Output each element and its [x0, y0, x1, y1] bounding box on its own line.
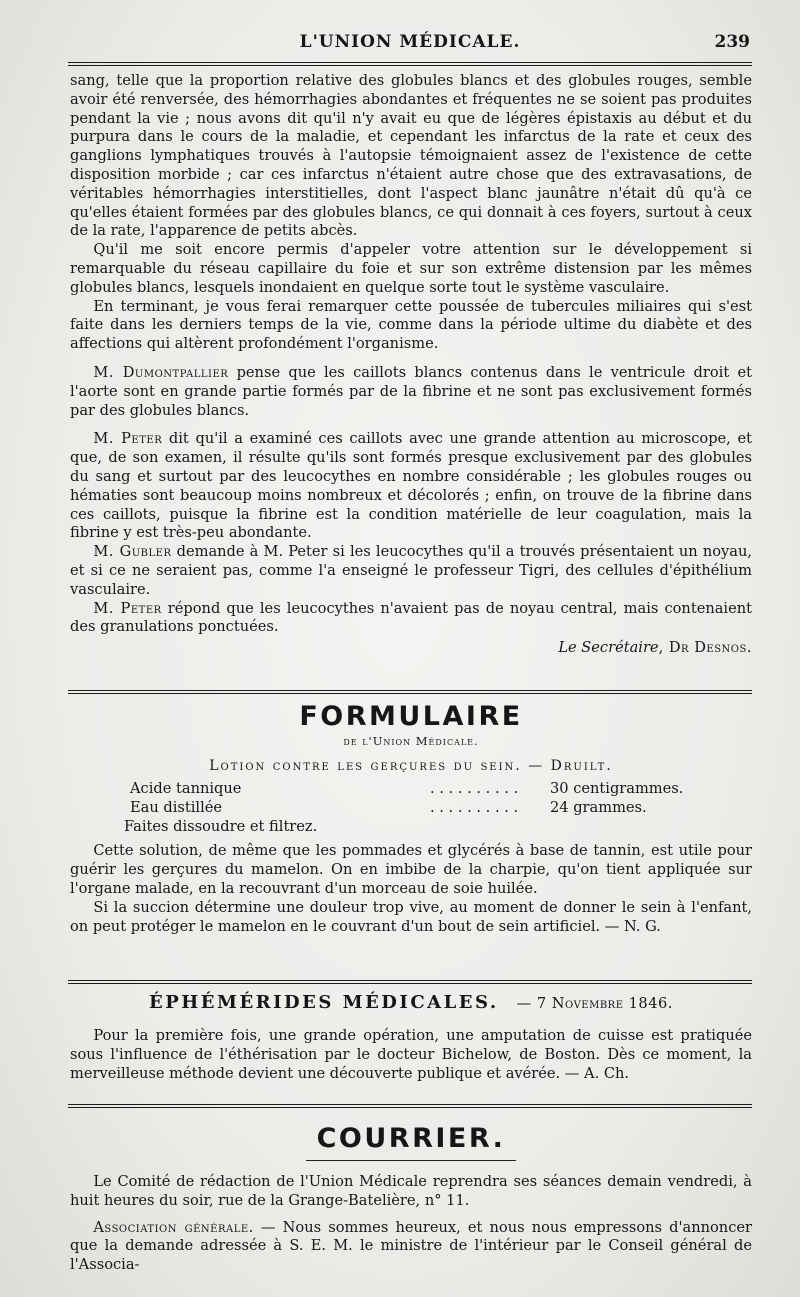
ingredient-quantity: 24 grammes. [550, 798, 647, 816]
discussion-text: pense que les caillots blancs contenus dans le ventricule droit et l'aorte sont en grande partie formés par de la fibrine et ne sont pas exclusivement formés par des globules blancs. [70, 363, 752, 419]
ephemerides-title: ÉPHÉMÉRIDES MÉDICALES. [149, 992, 499, 1013]
discussion-text: demande à M. Peter si les leucocythes qu'il a trouvés présentaient un noyau, et si ce ne seraient pas, comme l'a enseigné le professeur Tigri, des cellules d'épithélium vasculaire. [70, 543, 753, 598]
running-title: L'UNION MÉDICALE. [299, 32, 521, 52]
association-label: Association générale. [93, 1218, 254, 1236]
page-number: 239 [714, 32, 750, 52]
formulaire-text-succion: Si la succion détermine une douleur trop vive, au moment de donner le sein à l'enfant, on peut protéger le mamelon en le couvrant d'un bout de sein artificiel. — N. G. [70, 898, 752, 935]
discussion-peter-reply [70, 600, 752, 638]
page-body [70, 72, 752, 658]
recipe-instruction: Faites dissoudre et filtrez. [124, 817, 318, 835]
section-rule-ephemerides [68, 980, 752, 984]
secretary-signature [70, 639, 752, 658]
ephemerides-text: Pour la première fois, une grande opération, une amputation de cuisse est pratiquée sous l'influence de l'éthérisation par le docteur Bichelow, de Boston. Dès ce moment, la merveilleuse méthode devient une découverte publique et avérée. — A. Ch. [70, 1027, 752, 1082]
ingredient-name: Acide tannique [130, 780, 242, 797]
ephemerides-section [70, 992, 752, 1083]
speaker-name: M. Peter [93, 599, 162, 617]
speaker-name: M. Gubler [93, 543, 172, 561]
discussion-gubler [70, 543, 752, 599]
header-rule [68, 62, 752, 66]
ingredient-row [70, 780, 752, 799]
discussion-dumontpallier [70, 364, 752, 420]
paragraph-continued: sang, telle que la proportion relative des globules blancs et des globules rouges, semble avoir été renversée, des hémorrhagies abondantes et fréquentes ne se soient pas produites pendant la vie ; nous avons dit qu'il n'y avait eu que de légères épistaxis au début et du purpura dans le cours de la maladie, et cependant les infarctus de la rate et ceux des ganglions lymphatiques trouvés à l'autopsie témoignaient assez de l'existence de cette disposition morbide ; car ces infarctus n'étaient autre chose que des extravasations, de véritables hémorrhagies interstitielles, dont l'aspect blanc jaunâtre n'était dû qu'à ce qu'elles étaient formées par des globules blancs, ce qui donnait à ces foyers, surtout à ceux de la rate, l'apparence de petits abcès. [70, 72, 752, 240]
speaker-name: M. Dumontpallier [93, 363, 229, 381]
discussion-text: dit qu'il a examiné ces caillots avec une grande attention au microscope, et que, de son examen, il résulte qu'ils sont formés presque exclusivement par des globules du sang et surtout par des leucocythes en nombre considérable ; les globules rouges ou hématies sont beaucoup moins nombreux et décolorés ; enfin, on trouve de la fibrine dans ces caillots, puisque la fibrine est la condition matérielle de leur coagulation, mais la fibrine y est très-peu abondante. [70, 430, 752, 542]
ephemerides-header [70, 992, 752, 1013]
formulaire-section [70, 700, 752, 936]
speaker-name: M. Peter [93, 430, 163, 448]
section-rule-formulaire [68, 690, 752, 694]
courrier-title: COURRIER. [316, 1123, 506, 1154]
discussion-text: répond que les leucocythes n'avaient pas de noyau central, mais contenaient des granulations ponctuées. [70, 599, 752, 636]
ingredient-quantity: 30 centigrammes. [550, 780, 684, 797]
ingredient-name: Eau distillée [130, 798, 223, 816]
courrier-section [70, 1122, 752, 1275]
formulaire-title: FORMULAIRE [299, 701, 523, 732]
recipe-title: Lotion contre les gerçures du sein. — Druilt. [209, 758, 613, 774]
page-header [70, 32, 750, 58]
section-rule-courrier [68, 1104, 752, 1108]
formulaire-text-usage: Cette solution, de même que les pommades et glycérés à base de tannin, est utile pour guérir les gerçures du mamelon. On en imbibe de la charpie, qu'on tient appliquée sur l'organe malade, en la recouvrant d'un morceau de soie huilée. [70, 842, 752, 897]
signature-name: , Dr Desnos. [658, 639, 752, 657]
ingredient-dots: . . . . . . . . . . [430, 798, 519, 816]
ephemerides-date: — 7 Novembre 1846. [516, 995, 673, 1012]
paragraph-capillary: Qu'il me soit encore permis d'appeler votre attention sur le développement si remarquable du réseau capillaire du foie et sur son extrême distension par les mêmes globules blancs, lesquels inondaient en quelque sorte tout le système vasculaire. [70, 241, 752, 296]
discussion-peter [70, 430, 752, 543]
courrier-text-association [70, 1219, 752, 1275]
association-text: — Nous sommes heureux, et nous nous empressons d'annoncer que la demande adressée à S. E. M. le ministre de l'intérieur par le Conseil général de l'Associa- [70, 1218, 752, 1274]
paragraph-conclusion: En terminant, je vous ferai remarquer cette poussée de tubercules miliaires qui s'est faite dans les derniers temps de la vie, comme dans la période ultime du diabète et des affections qui altèrent profondément l'organisme. [70, 297, 752, 353]
courrier-text-comite: Le Comité de rédaction de l'Union Médicale reprendra ses séances demain vendredi, à huit heures du soir, rue de la Grange-Batelière, n° 11. [70, 1173, 752, 1209]
signature-role: Le Secrétaire [558, 639, 659, 657]
formulaire-subtitle: de l'Union Médicale. [343, 734, 479, 748]
ingredient-row [70, 799, 752, 818]
ingredient-dots: . . . . . . . . . . [430, 780, 519, 797]
